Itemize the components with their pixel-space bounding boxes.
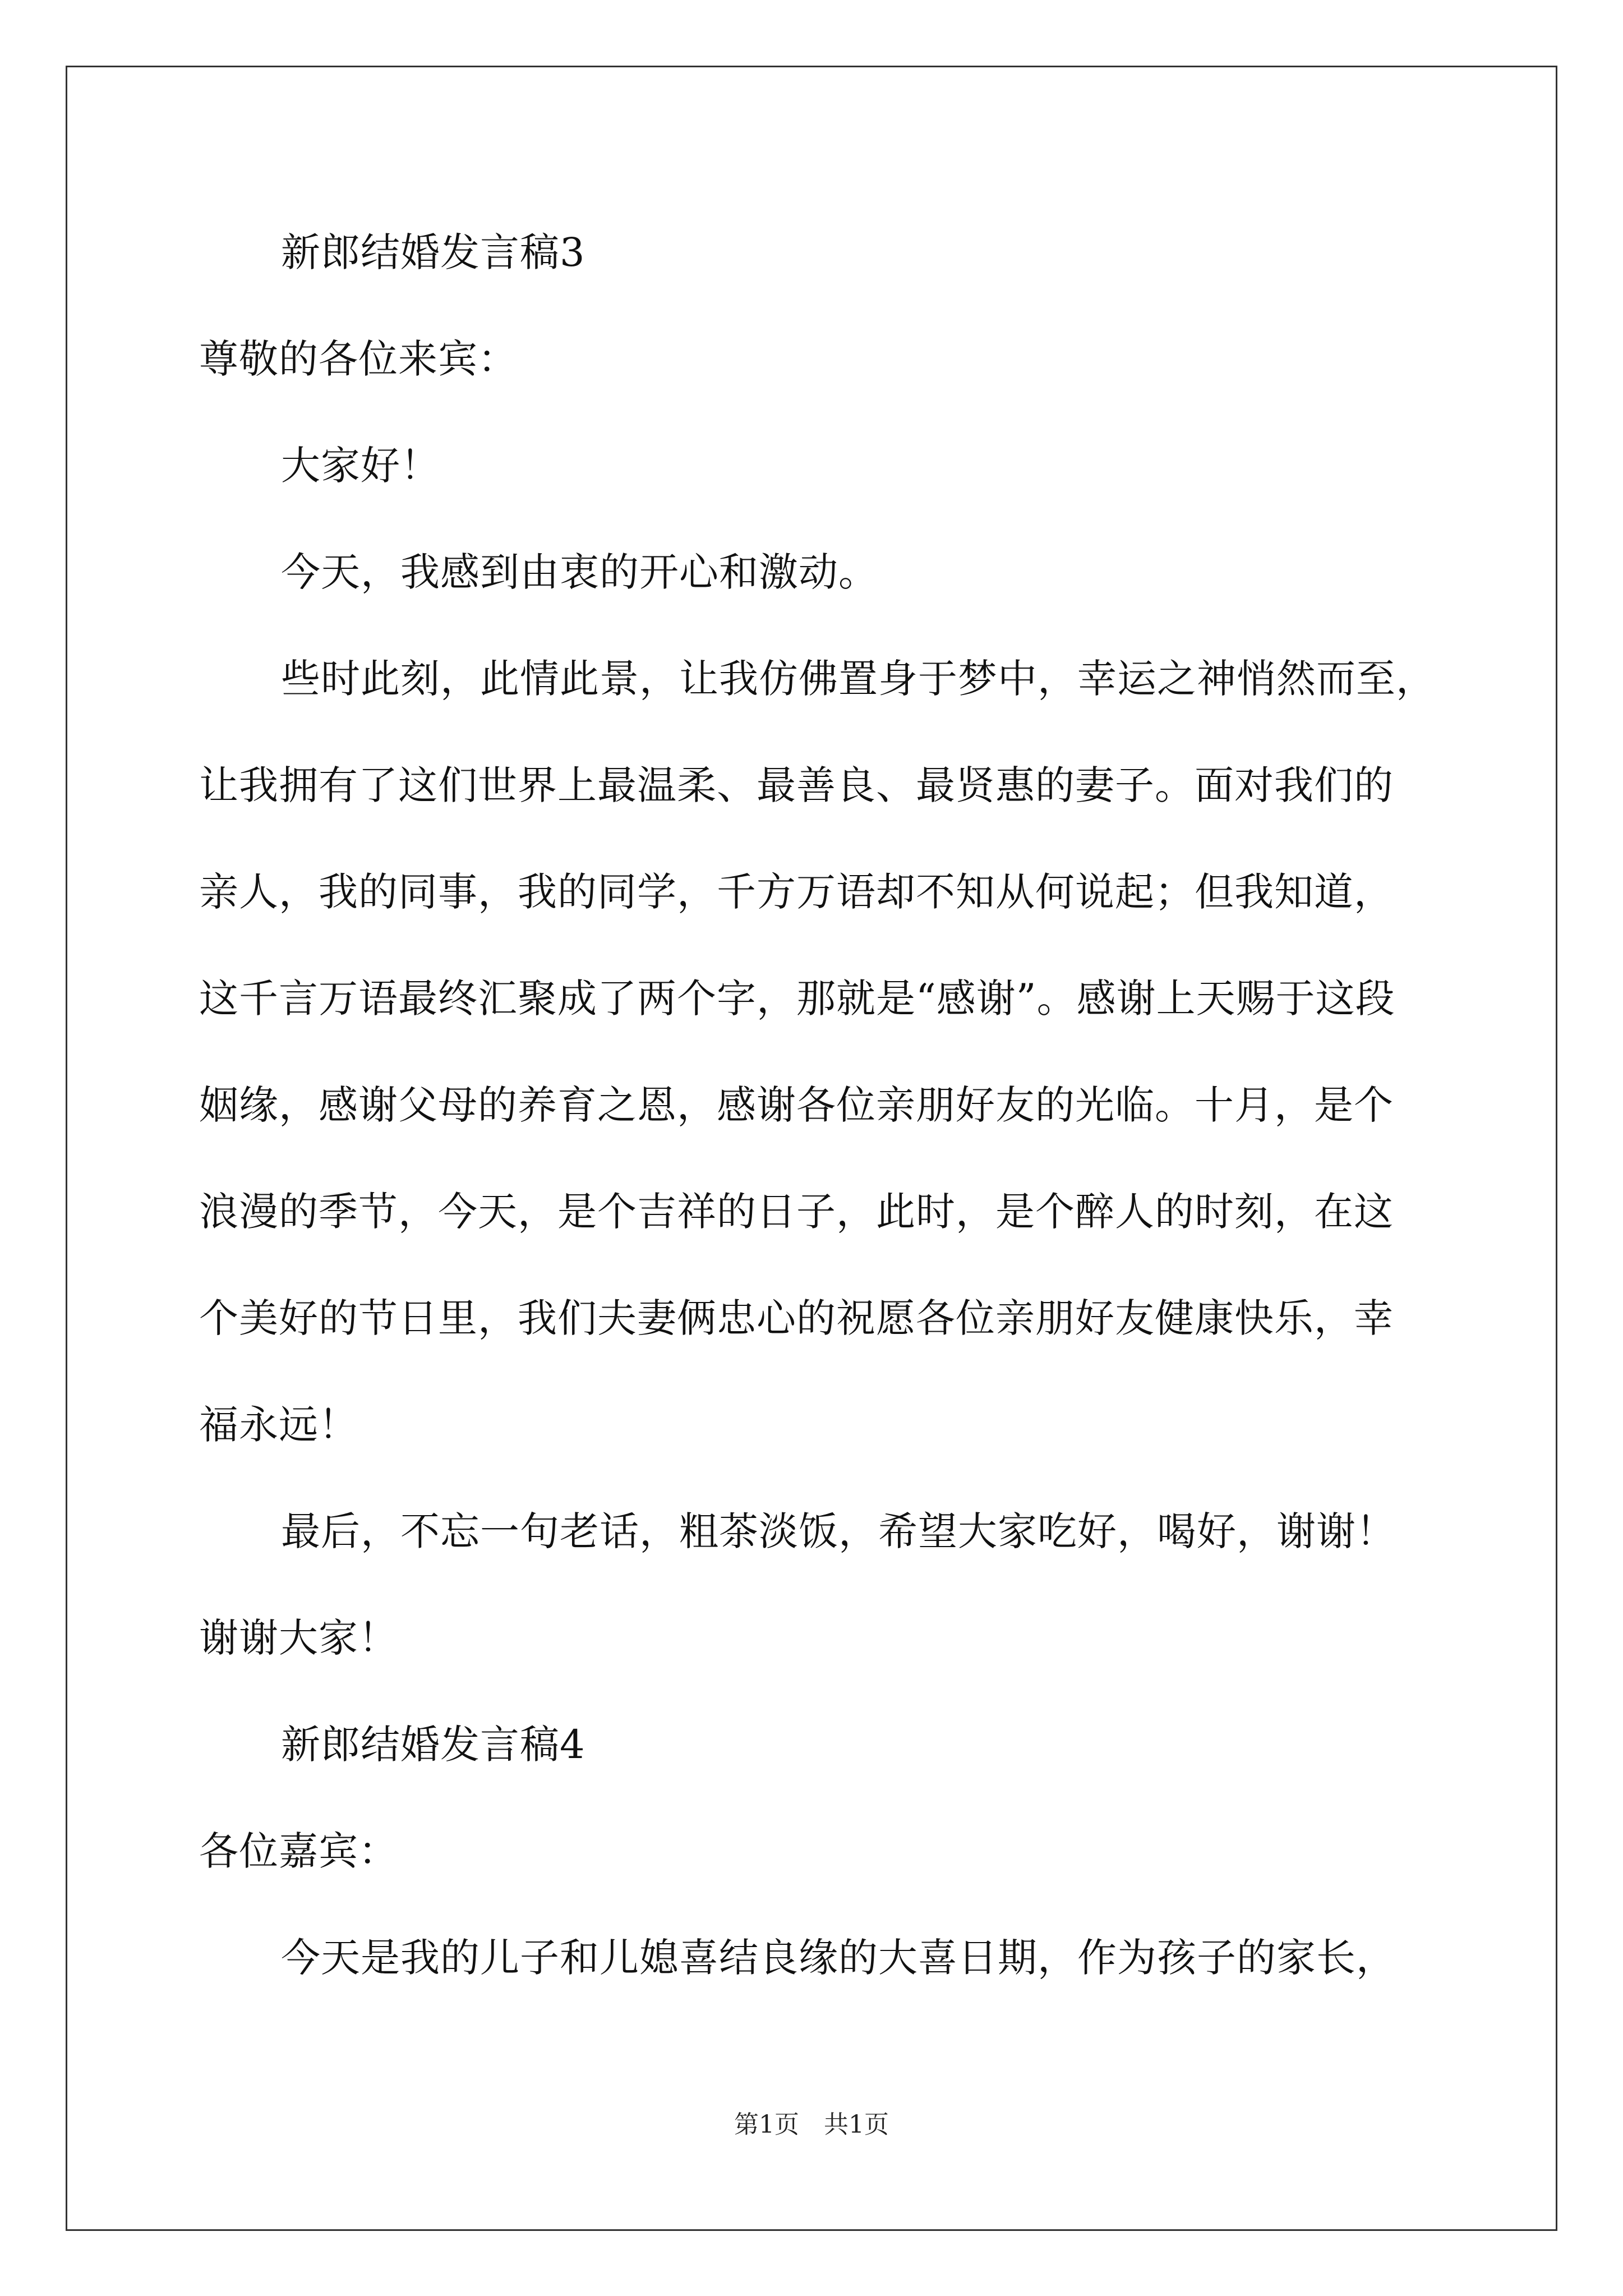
salutation: 尊敬的各位来宾：	[199, 336, 518, 382]
paragraph-line: 些时此刻，此情此景，让我仿佛置身于梦中，幸运之神悄然而至，	[281, 656, 1436, 702]
paragraph-line: 谢谢大家！	[199, 1615, 398, 1661]
paragraph-line: 亲人，我的同事，我的同学，千方万语却不知从何说起；但我知道，	[199, 869, 1394, 915]
paragraph-line: 这千言万语最终汇聚成了两个字，那就是“感谢”。感谢上天赐于这段	[199, 976, 1395, 1022]
paragraph-line: 今天，我感到由衷的开心和激动。	[281, 549, 878, 595]
section-title: 新郎结婚发言稿4	[281, 1722, 585, 1768]
paragraph-line: 浪漫的季节，今天，是个吉祥的日子，此时，是个醉人的时刻，在这	[199, 1189, 1394, 1235]
paragraph-line: 让我拥有了这们世界上最温柔、最善良、最贤惠的妻子。面对我们的	[199, 762, 1394, 808]
paragraph-line: 大家好！	[281, 443, 440, 489]
paragraph-line: 姻缘，感谢父母的养育之恩，感谢各位亲朋好友的光临。十月，是个	[199, 1082, 1394, 1128]
paragraph-line: 个美好的节日里，我们夫妻俩忠心的祝愿各位亲朋好友健康快乐，幸	[199, 1295, 1394, 1341]
salutation: 各位嘉宾：	[199, 1828, 398, 1874]
page-footer: 第1页 共1页	[734, 2110, 889, 2139]
page-border	[66, 66, 1557, 2231]
paragraph-line: 今天是我的儿子和儿媳喜结良缘的大喜日期，作为孩子的家长，	[281, 1935, 1396, 1981]
paragraph-line: 福永远！	[199, 1402, 358, 1448]
paragraph-line: 最后，不忘一句老话，粗茶淡饭，希望大家吃好，喝好，谢谢！	[281, 1508, 1396, 1554]
section-title: 新郎结婚发言稿3	[281, 229, 585, 275]
